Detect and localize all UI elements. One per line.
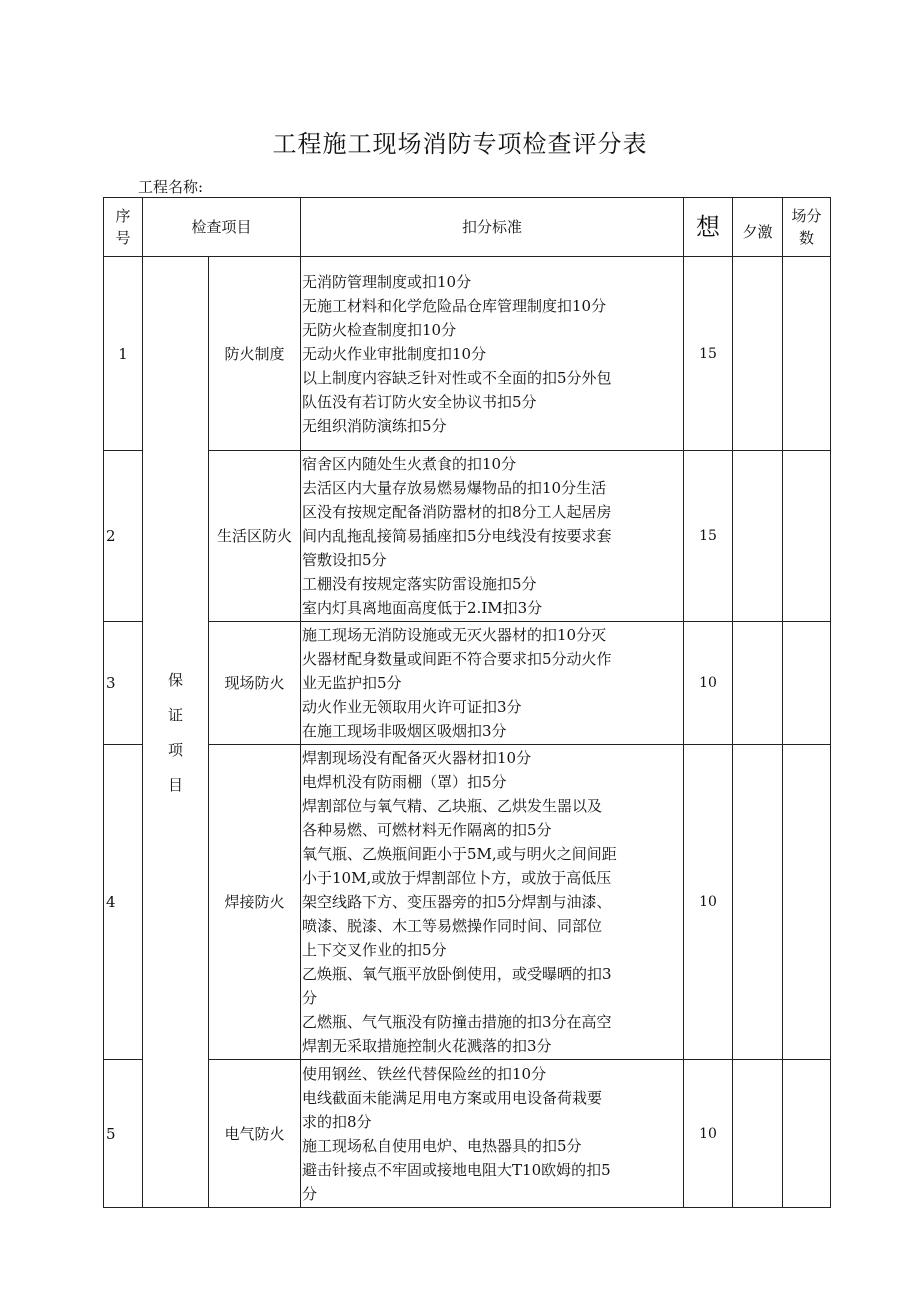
criteria-line: 焊割部位与氧气精、乙块瓶、乙烘发生噐以及 [302,797,603,815]
header-seq-bottom: 号 [115,229,131,247]
criteria-line: 火器材配身数量或间距不符合要求扣5分动火作 [302,650,612,668]
criteria-line: 分 [302,989,318,1007]
empty-cell [733,622,783,745]
row-seq: 3 [104,622,143,745]
criteria-line: 施工现场无消防设施或无灭火器材的扣10分灭 [302,626,607,644]
empty-cell [733,745,783,1060]
criteria-line: 乙燃瓶、气气瓶没有防撞击措施的扣3分在高空 [302,1013,612,1031]
table-row [104,257,831,451]
criteria-line: 焊割无采取措施控制火花溅落的扣3分 [302,1037,552,1055]
header-col6-bottom: 数 [799,229,815,247]
criteria-line: 喷漆、脱漆、木工等易燃操作同时间、同部位 [302,917,603,935]
header-col4: 想 [684,198,733,257]
row-score: 10 [684,1060,733,1208]
empty-cell [783,1060,831,1208]
table-row [104,451,831,622]
criteria-line: 施工现场私自使用电炉、电热器具的扣5分 [302,1136,582,1155]
row-item: 生活区防火 [209,451,301,622]
criteria-line: 乙焕瓶、氧气瓶平放卧倒使用，或受曝晒的扣3 [302,965,612,983]
row-score: 15 [684,451,733,622]
empty-cell [783,257,831,451]
row-seq: 5 [104,1060,143,1208]
criteria-line: 管敷设扣5分 [302,551,387,569]
criteria-line: 间内乱拖乱接简易插座扣5分电线没有按要求套 [302,527,612,545]
criteria-line: 无防火检查制度扣10分 [302,320,457,339]
criteria-line: 去活区内大量存放易燃易爆物品的扣10分生活 [302,479,607,497]
header-col6 [783,198,831,257]
row-criteria [301,622,684,745]
criteria-line: 无施工材料和化学危险品仓库管理制度扣10分 [302,296,607,315]
table-row [104,622,831,745]
criteria-line: 电焊机没有防雨棚（罩）扣5分 [302,773,507,791]
empty-cell [733,1060,783,1208]
criteria-line: 业无监护扣5分 [302,674,402,692]
row-seq: 1 [104,257,143,451]
row-item: 焊接防火 [209,745,301,1060]
row-item: 防火制度 [209,257,301,451]
criteria-line: 工棚没有按规定落实防雷设施扣5分 [302,575,537,593]
header-criteria: 扣分标准 [301,198,684,257]
row-criteria [301,745,684,1060]
header-item: 检查项目 [143,198,301,257]
table-row [104,1060,831,1208]
header-col6-top: 场分 [791,207,822,225]
empty-cell [783,745,831,1060]
page-title: 工程施工现场消防专项检查评分表 [272,130,648,158]
criteria-line: 区没有按规定配备消防嚣材的扣8分工人起居房 [302,503,612,521]
category-char: 证 [167,706,183,724]
empty-cell [783,451,831,622]
header-col5: 夕激 [733,198,783,257]
criteria-line: 无动火作业审批制度扣10分 [302,344,487,363]
criteria-line: 分 [302,1184,318,1203]
criteria-line: 电线截面未能满足用电方案或用电设备荷栽要 [302,1088,603,1107]
category-char: 项 [167,741,183,759]
row-score: 10 [684,622,733,745]
row-seq: 4 [104,745,143,1060]
criteria-line: 焊割现场没有配备灭火器材扣10分 [302,749,532,767]
criteria-line: 各种易燃、可燃材料无作隔离的扣5分 [302,821,552,839]
criteria-line: 氧气瓶、乙焕瓶间距小于5M,或与明火之间间距 [302,845,617,863]
criteria-line: 无消防管理制度或扣10分 [302,272,472,291]
empty-cell [733,451,783,622]
row-criteria [301,451,684,622]
criteria-line: 队伍没有若订防火安全协议书扣5分 [302,392,537,411]
row-seq: 2 [104,451,143,622]
row-score: 10 [684,745,733,1060]
table-row [104,745,831,1060]
header-seq [104,198,143,257]
criteria-line: 在施工现场非吸烟区吸烟扣3分 [302,722,507,740]
criteria-line: 避击针接点不牢固或接地电阻大T10欧姆的扣5 [302,1160,611,1179]
table-header-row [104,198,831,257]
criteria-line: 室内灯具离地面高度低于2.IM扣3分 [302,599,543,617]
criteria-line: 动火作业无领取用火许可证扣3分 [302,698,522,716]
criteria-line: 求的扣8分 [302,1112,372,1131]
row-criteria [301,257,684,451]
empty-cell [733,257,783,451]
criteria-line: 以上制度内容缺乏针对性或不全面的扣5分外包 [302,368,612,387]
category-char: 保 [167,671,183,689]
criteria-line: 架空线路下方、变压器旁的扣5分焊割与油漆、 [302,893,612,911]
category-char: 目 [167,776,183,794]
score-table [103,197,831,1208]
row-score: 15 [684,257,733,451]
row-item: 现场防火 [209,622,301,745]
row-criteria [301,1060,684,1208]
criteria-line: 使用钢丝、铁丝代替保险丝的扣10分 [302,1064,547,1083]
row-item: 电气防火 [209,1060,301,1208]
project-name-label: 工程名称: [138,178,204,196]
category-cell [143,257,209,1208]
criteria-line: 上下交叉作业的扣5分 [302,941,447,959]
header-seq-top: 序 [115,207,131,225]
criteria-line: 小于10M,或放于焊割部位卜方，或放于高低压 [302,869,612,887]
criteria-line: 宿舍区内随处生火煮食的扣10分 [302,455,517,473]
empty-cell [783,622,831,745]
criteria-line: 无组织消防演练扣5分 [302,416,447,435]
